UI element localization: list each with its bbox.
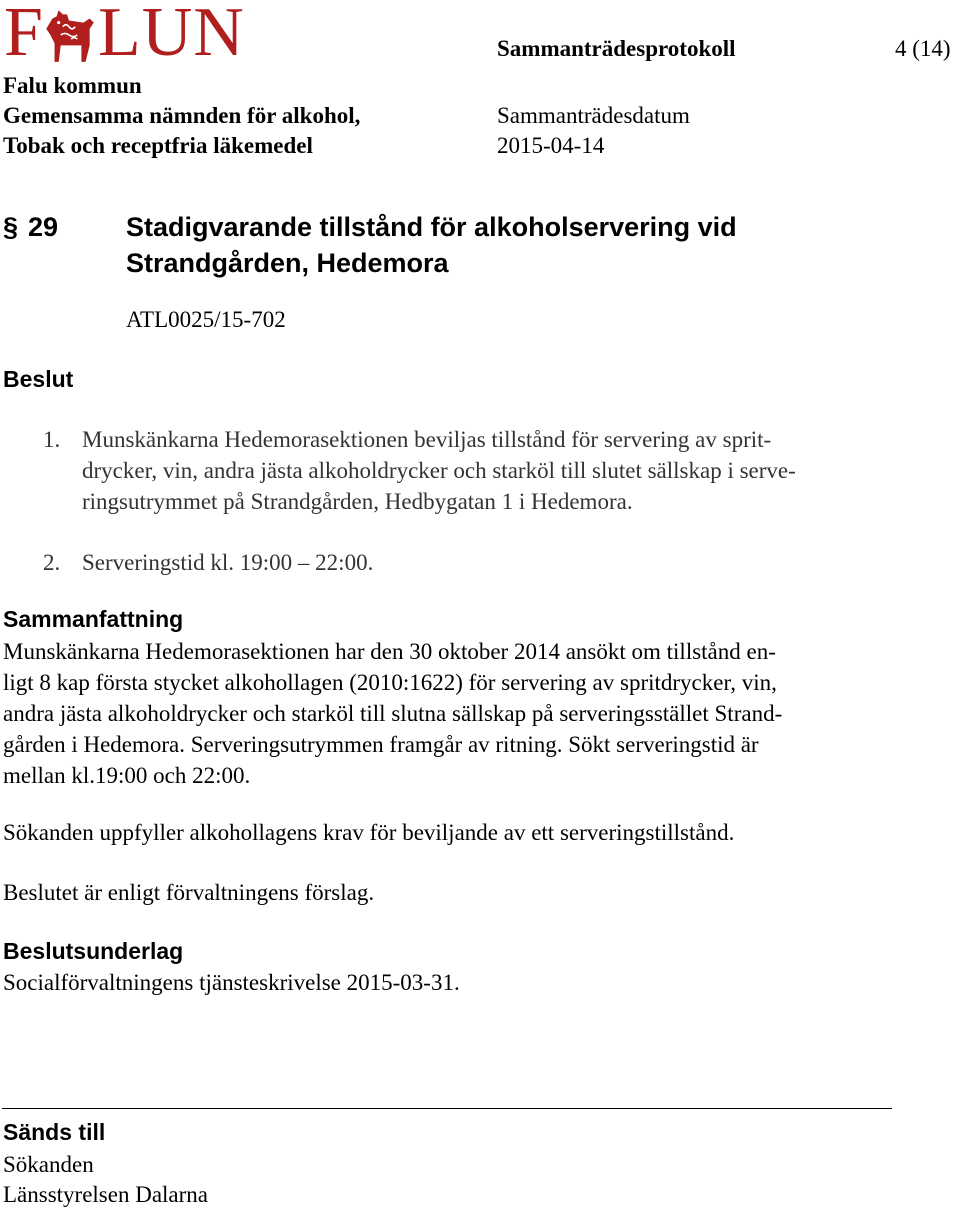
- beslut-item2-number: 2.: [43, 550, 61, 575]
- beslut-item2-text: Serveringstid kl. 19:00 – 22:00.: [82, 550, 374, 575]
- sammanfattning-line1: Munskänkarna Hedemorasektionen har den 30 oktober 2014 ansökt om tillstånd en-: [3, 639, 776, 664]
- dala-horse-icon: [38, 4, 100, 66]
- section-title-line1: Stadigvarande tillstånd för alkoholservering vid: [126, 212, 737, 242]
- beslut-item1-number: 1.: [43, 427, 61, 452]
- meeting-date-label: Sammanträdesdatum: [497, 103, 690, 128]
- falun-logo: [4, 0, 245, 71]
- section-symbol: §: [3, 212, 19, 242]
- sands-till-heading: Sänds till: [3, 1119, 106, 1145]
- page-number: 4 (14): [895, 36, 951, 61]
- divider-line: [2, 1108, 892, 1109]
- sammanfattning-paragraph2: Sökanden uppfyller alkohollagens krav för beviljande av ett serveringstillstånd.: [3, 820, 735, 845]
- sammanfattning-line2: ligt 8 kap första stycket alkohollagen (2010:1622) för servering av spritdrycker, vin,: [3, 670, 777, 695]
- committee-name-line1: Gemensamma nämnden för alkohol,: [3, 103, 361, 128]
- sammanfattning-heading: Sammanfattning: [3, 606, 184, 632]
- section-title-line2: Strandgården, Hedemora: [126, 248, 449, 278]
- sammanfattning-paragraph3: Beslutet är enligt förvaltningens förslag.: [3, 880, 375, 905]
- section-number: 29: [28, 212, 59, 242]
- logo-letter-f: F: [4, 0, 44, 71]
- meeting-date-value: 2015-04-14: [497, 133, 605, 158]
- document-type: Sammanträdesprotokoll: [497, 36, 736, 61]
- beslut-item1-line2: drycker, vin, andra jästa alkoholdrycker och starköl till slutet sällskap i serve-: [82, 458, 796, 483]
- case-number: ATL0025/15-702: [126, 307, 286, 332]
- sammanfattning-line4: gården i Hedemora. Serveringsutrymmen framgår av ritning. Sökt serveringstid är: [3, 732, 759, 757]
- recipient-2: Länsstyrelsen Dalarna: [3, 1182, 209, 1207]
- beslutsunderlag-heading: Beslutsunderlag: [3, 938, 184, 964]
- beslut-item1-line1: Munskänkarna Hedemorasektionen beviljas tillstånd för servering av sprit-: [82, 427, 772, 452]
- committee-name-line2: Tobak och receptfria läkemedel: [3, 133, 313, 158]
- beslut-item1-line3: ringsutrymmet på Strandgården, Hedbygatan 1 i Hedemora.: [82, 489, 633, 514]
- sammanfattning-line3: andra jästa alkoholdrycker och starköl till slutna sällskap på serveringsstället Strand-: [3, 701, 783, 726]
- sammanfattning-line5: mellan kl.19:00 och 22:00.: [3, 763, 251, 788]
- municipality-name: Falu kommun: [3, 73, 142, 98]
- beslut-heading: Beslut: [3, 366, 74, 392]
- recipient-1: Sökanden: [3, 1152, 94, 1177]
- logo-letters-lun: LUN: [97, 0, 245, 71]
- beslutsunderlag-text: Socialförvaltningens tjänsteskrivelse 2015-03-31.: [3, 970, 460, 995]
